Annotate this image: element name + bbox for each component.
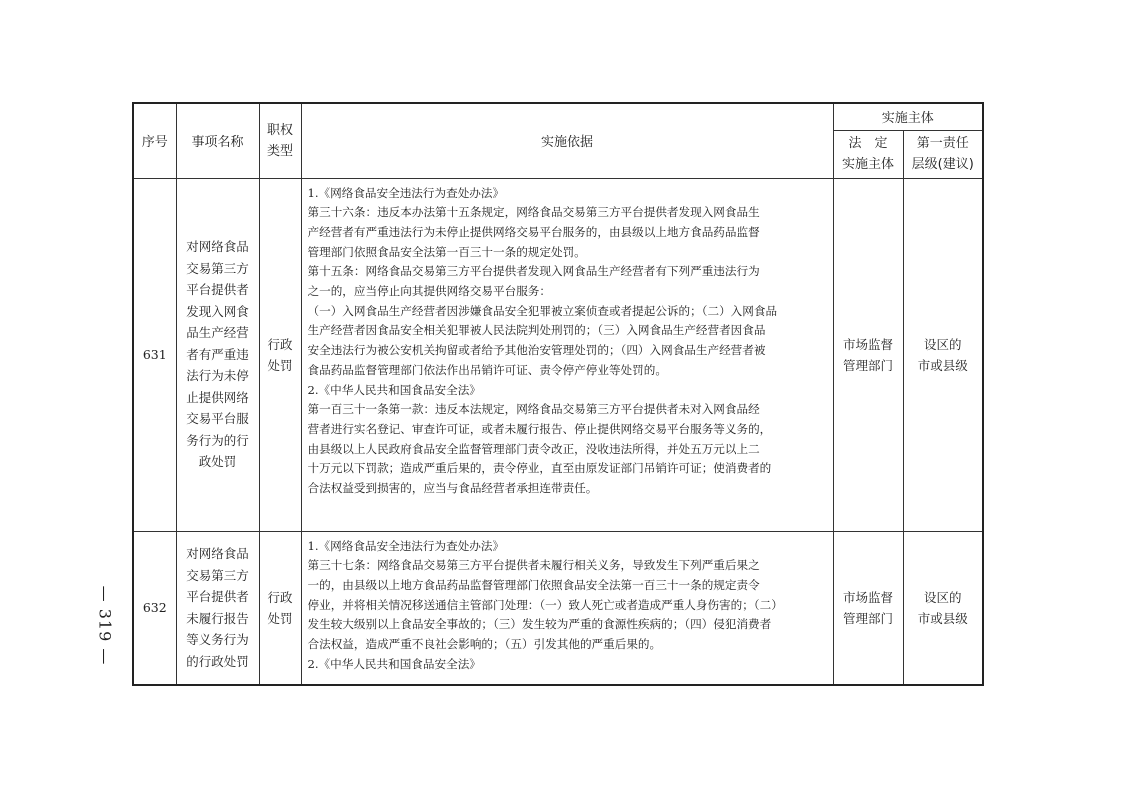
basis-line: 2.《中华人民共和国食品安全法》 xyxy=(307,382,481,397)
basis-line: 第三十六条：违反本办法第十五条规定，网络食品交易第三方平台提供者发现入网食品生 xyxy=(307,205,760,220)
enforcement-table xyxy=(132,102,984,686)
header-type-line2: 类型 xyxy=(266,143,293,159)
name-line: 未履行报告 xyxy=(186,610,249,626)
basis-line: 营者进行实名登记、审查许可证，或者未履行报告、停止提供网络交易平台服务等义务的， xyxy=(307,421,772,436)
name-line: 务行为的行 xyxy=(186,432,249,448)
header-row-top xyxy=(133,103,983,130)
row-legal-subject xyxy=(833,531,903,685)
legal-line: 市场监督 xyxy=(842,336,893,352)
name-line: 者有严重违 xyxy=(186,346,249,362)
header-legal-line2: 实施主体 xyxy=(841,157,894,172)
name-line: 发现入网食 xyxy=(186,303,249,319)
basis-line: 发生较大级别以上食品安全事故的；（三）发生较为严重的食源性疾病的；（四）侵犯消费者 xyxy=(307,617,772,632)
basis-line: 1.《网络食品安全违法行为查处办法》 xyxy=(307,538,505,553)
row-power-type xyxy=(259,178,301,531)
basis-line: 由县级以上人民政府食品安全监督管理部门责令改正，没收违法所得，并处五万元以上二 xyxy=(307,441,760,456)
first-line: 市或县级 xyxy=(917,357,968,373)
header-type xyxy=(259,103,301,178)
basis-line: 合法权益受到损害的，应当与食品经营者承担连带责任。 xyxy=(307,481,598,496)
name-line: 平台提供者 xyxy=(186,589,249,605)
name-line: 法行为未停 xyxy=(186,368,249,384)
legal-line: 管理部门 xyxy=(842,610,893,626)
page-number xyxy=(92,560,118,690)
row-item-name xyxy=(176,531,259,685)
name-line: 交易第三方 xyxy=(186,567,249,583)
basis-line: 安全违法行为被公安机关拘留或者给予其他治安管理处罚的；（四）入网食品生产经营者被 xyxy=(307,343,766,358)
header-basis: 实施依据 xyxy=(301,103,833,178)
header-first-level xyxy=(903,130,983,178)
header-name: 事项名称 xyxy=(176,103,259,178)
legal-line: 市场监督 xyxy=(842,589,893,605)
header-legal-subject xyxy=(833,130,903,178)
type-line: 处罚 xyxy=(267,357,293,373)
name-line: 止提供网络 xyxy=(186,389,249,405)
basis-line: 合法权益，造成严重不良社会影响的；（五）引发其他的严重后果的。 xyxy=(307,637,662,652)
row-power-type xyxy=(259,531,301,685)
row-legal-subject xyxy=(833,178,903,531)
basis-line: 第一百三十一条第一款：违反本法规定，网络食品交易第三方平台提供者未对入网食品经 xyxy=(307,402,760,417)
row-basis xyxy=(301,531,833,685)
header-first-line1: 第一责任 xyxy=(916,136,969,151)
row-item-name xyxy=(176,178,259,531)
basis-line: 1.《网络食品安全违法行为查处办法》 xyxy=(307,185,505,200)
name-line: 等义务行为 xyxy=(186,632,249,648)
basis-line: 生产经营者因食品安全相关犯罪被人民法院判处刑罚的；（三）入网食品生产经营者因食品 xyxy=(307,323,766,338)
row-seq: 631 xyxy=(133,178,176,531)
table-row xyxy=(133,531,983,685)
basis-line: 第十五条：网络食品交易第三方平台提供者发现入网食品生产经营者有下列严重违法行为 xyxy=(307,264,760,279)
basis-line: 之一的，应当停止向其提供网络交易平台服务： xyxy=(307,284,551,299)
legal-line: 管理部门 xyxy=(842,357,893,373)
header-legal-line1: 法 定 xyxy=(848,136,888,151)
first-line: 设区的 xyxy=(924,589,962,605)
basis-line: 管理部门依照食品安全法第一百三十一条的规定处罚。 xyxy=(307,244,586,259)
header-subject-group: 实施主体 xyxy=(833,103,983,130)
name-line: 平台提供者 xyxy=(186,282,249,298)
header-seq: 序号 xyxy=(133,103,176,178)
basis-line: 十万元以下罚款；造成严重后果的，责令停业，直至由原发证部门吊销许可证；使消费者的 xyxy=(307,461,772,476)
name-line: 的行政处罚 xyxy=(186,653,249,669)
type-line: 行政 xyxy=(267,336,293,352)
row-seq: 632 xyxy=(133,531,176,685)
first-line: 设区的 xyxy=(924,336,962,352)
row-first-level xyxy=(903,531,983,685)
basis-line: 2.《中华人民共和国食品安全法》 xyxy=(307,656,481,671)
header-type-line1: 职权 xyxy=(266,122,293,138)
table-row xyxy=(133,178,983,531)
basis-line: 第三十七条：网络食品交易第三方平台提供者未履行相关义务，导致发生下列严重后果之 xyxy=(307,558,760,573)
basis-line: 食品药品监督管理部门依法作出吊销许可证、责令停产停业等处罚的。 xyxy=(307,362,667,377)
row-basis xyxy=(301,178,833,531)
page-number-text: — 319 — xyxy=(95,585,115,665)
row-first-level xyxy=(903,178,983,531)
type-line: 处罚 xyxy=(267,610,293,626)
name-line: 对网络食品 xyxy=(186,239,249,255)
basis-line: 一的，由县级以上地方食品药品监督管理部门依照食品安全法第一百三十一条的规定责令 xyxy=(307,577,760,592)
basis-line: （一）入网食品生产经营者因涉嫌食品安全犯罪被立案侦查或者提起公诉的；（二）入网食品 xyxy=(307,303,778,318)
basis-line: 停业，并将相关情况移送通信主管部门处理：（一）致人死亡或者造成严重人身伤害的；（二） xyxy=(307,597,783,612)
name-line: 交易第三方 xyxy=(186,260,249,276)
name-line: 品生产经营 xyxy=(186,325,249,341)
name-line: 对网络食品 xyxy=(186,546,249,562)
name-line: 交易平台服 xyxy=(186,411,249,427)
basis-line: 产经营者有严重违法行为未停止提供网络交易平台服务的，由县级以上地方食品药品监督 xyxy=(307,224,760,239)
first-line: 市或县级 xyxy=(917,610,968,626)
name-line: 政处罚 xyxy=(198,454,237,470)
header-first-line2: 层级(建议) xyxy=(911,157,974,172)
type-line: 行政 xyxy=(267,589,293,605)
